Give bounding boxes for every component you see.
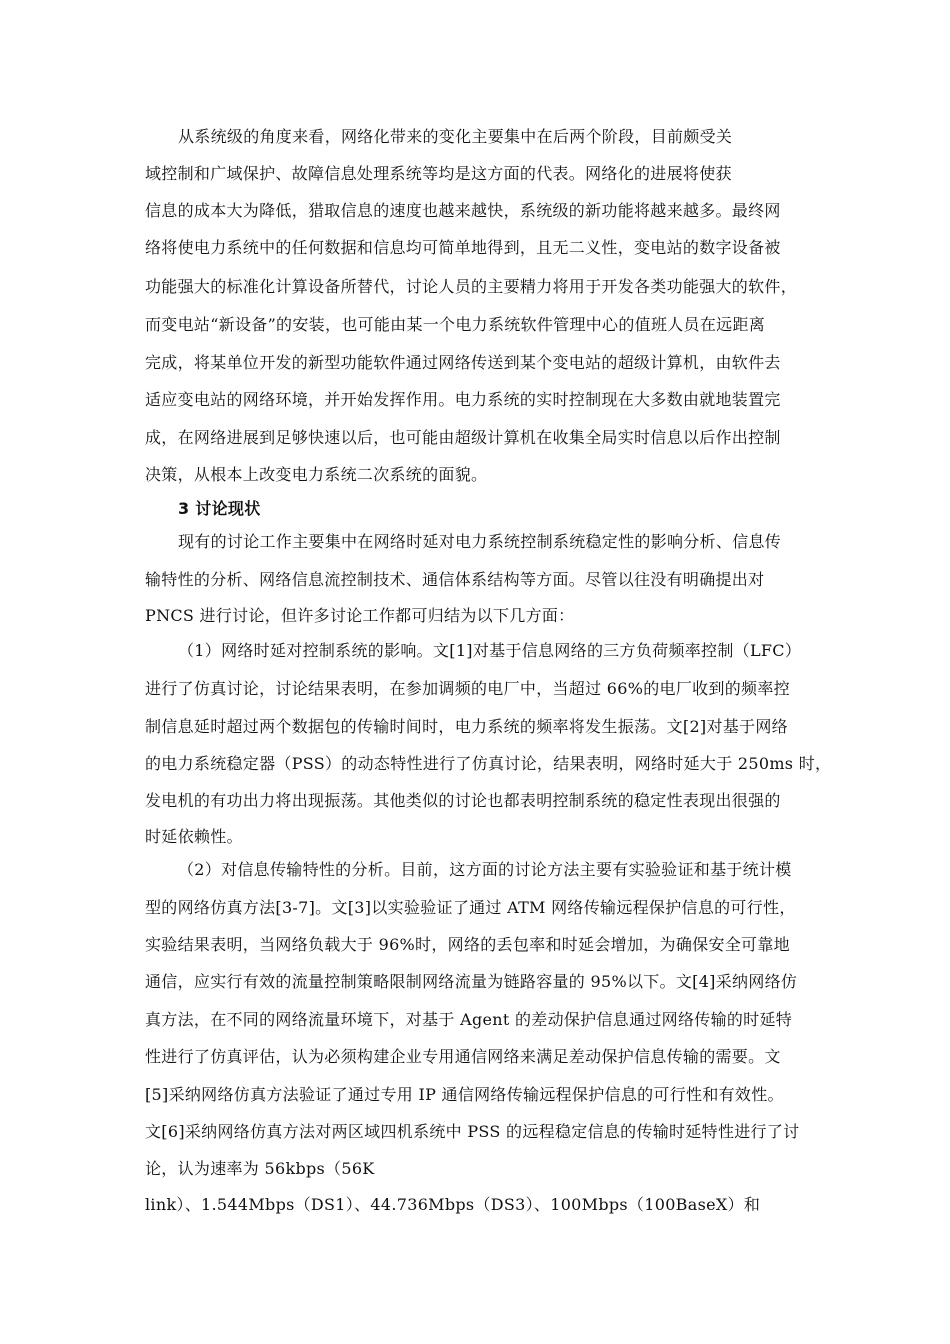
paragraph-line: 现有的讨论工作主要集中在网络时延对电力系统控制系统稳定性的影响分析、信息传 [178,532,782,551]
paragraph-line: 真方法，在不同的网络流量环境下，对基于 Agent 的差动保护信息通过网络传输的时延特 [145,1010,793,1029]
paragraph-line: （1）网络时延对控制系统的影响。文[1]对基于信息网络的三方负荷频率控制（LFC） [178,641,802,660]
paragraph-line: 完成，将某单位开发的新型功能软件通过网络传送到某个变电站的超级计算机，由软件去 [145,353,781,372]
paragraph-line: 文[6]采纳网络仿真方法对两区域四机系统中 PSS 的远程稳定信息的传输时延特性进行了讨 [145,1122,800,1141]
paragraph-line: PNCS 进行讨论，但许多讨论工作都可归结为以下几方面： [145,606,575,625]
paragraph-line: 时延依赖性。 [145,827,243,846]
paragraph-line: 成，在网络进展到足够快速以后，也可能由超级计算机在收集全局实时信息以后作出控制 [145,428,781,447]
paragraph-line: 论，认为速率为 56kbps（56K [145,1159,375,1178]
paragraph-line: 制信息延时超过两个数据包的传输时间时，电力系统的频率将发生振荡。文[2]对基于网络 [145,717,788,736]
paragraph-line: 从系统级的角度来看，网络化带来的变化主要集中在后两个阶段，目前颇受关 [178,127,733,146]
paragraph-line: 性进行了仿真评估，认为必须构建企业专用通信网络来满足差动保护信息传输的需要。文 [145,1047,781,1066]
paragraph-line: 通信，应实行有效的流量控制策略限制网络流量为链路容量的 95%以下。文[4]采纳网络仿 [145,972,798,991]
paragraph-line: 而变电站“新设备”的安装，也可能由某一个电力系统软件管理中心的值班人员在远距离 [145,315,766,334]
paragraph-line: 决策，从根本上改变电力系统二次系统的面貌。 [145,465,488,484]
paragraph-line: 实验结果表明，当网络负载大于 96%时，网络的丢包率和时延会增加，为确保安全可靠地 [145,935,790,954]
paragraph-line: 信息的成本大为降低，猎取信息的速度也越来越快，系统级的新功能将越来越多。最终网 [145,201,781,220]
paragraph-line: link）、1.544Mbps（DS1）、44.736Mbps（DS3）、100Mbps（100BaseX）和 [145,1195,761,1214]
section-heading: 3 讨论现状 [178,499,261,518]
paragraph-line: 域控制和广域保护、故障信息处理系统等均是这方面的代表。网络化的进展将使获 [145,164,732,183]
paragraph-line: [5]采纳网络仿真方法验证了通过专用 IP 通信网络传输远程保护信息的可行性和有效性。 [145,1085,784,1104]
paragraph-line: 的电力系统稳定器（PSS）的动态特性进行了仿真讨论，结果表明，网络时延大于 250ms 时， [145,754,832,773]
paragraph-line: 功能强大的标准化计算设备所替代，讨论人员的主要精力将用于开发各类功能强大的软件， [145,277,798,296]
paragraph-line: 发电机的有功出力将出现振荡。其他类似的讨论也都表明控制系统的稳定性表现出很强的 [145,791,781,810]
paragraph-line: 型的网络仿真方法[3-7]。文[3]以实验验证了通过 ATM 网络传输远程保护信息的可行性， [145,898,796,917]
paragraph-line: 适应变电站的网络环境，并开始发挥作用。电力系统的实时控制现在大多数由就地装置完 [145,390,781,409]
paragraph-line: （2）对信息传输特性的分析。目前，这方面的讨论方法主要有实验验证和基于统计模 [178,860,792,879]
paragraph-line: 输特性的分析、网络信息流控制技术、通信体系结构等方面。尽管以往没有明确提出对 [145,570,765,589]
paragraph-line: 进行了仿真讨论，讨论结果表明，在参加调频的电厂中，当超过 66%的电厂收到的频率控 [145,679,790,698]
paragraph-line: 络将使电力系统中的任何数据和信息均可简单地得到，且无二义性，变电站的数字设备被 [145,238,781,257]
